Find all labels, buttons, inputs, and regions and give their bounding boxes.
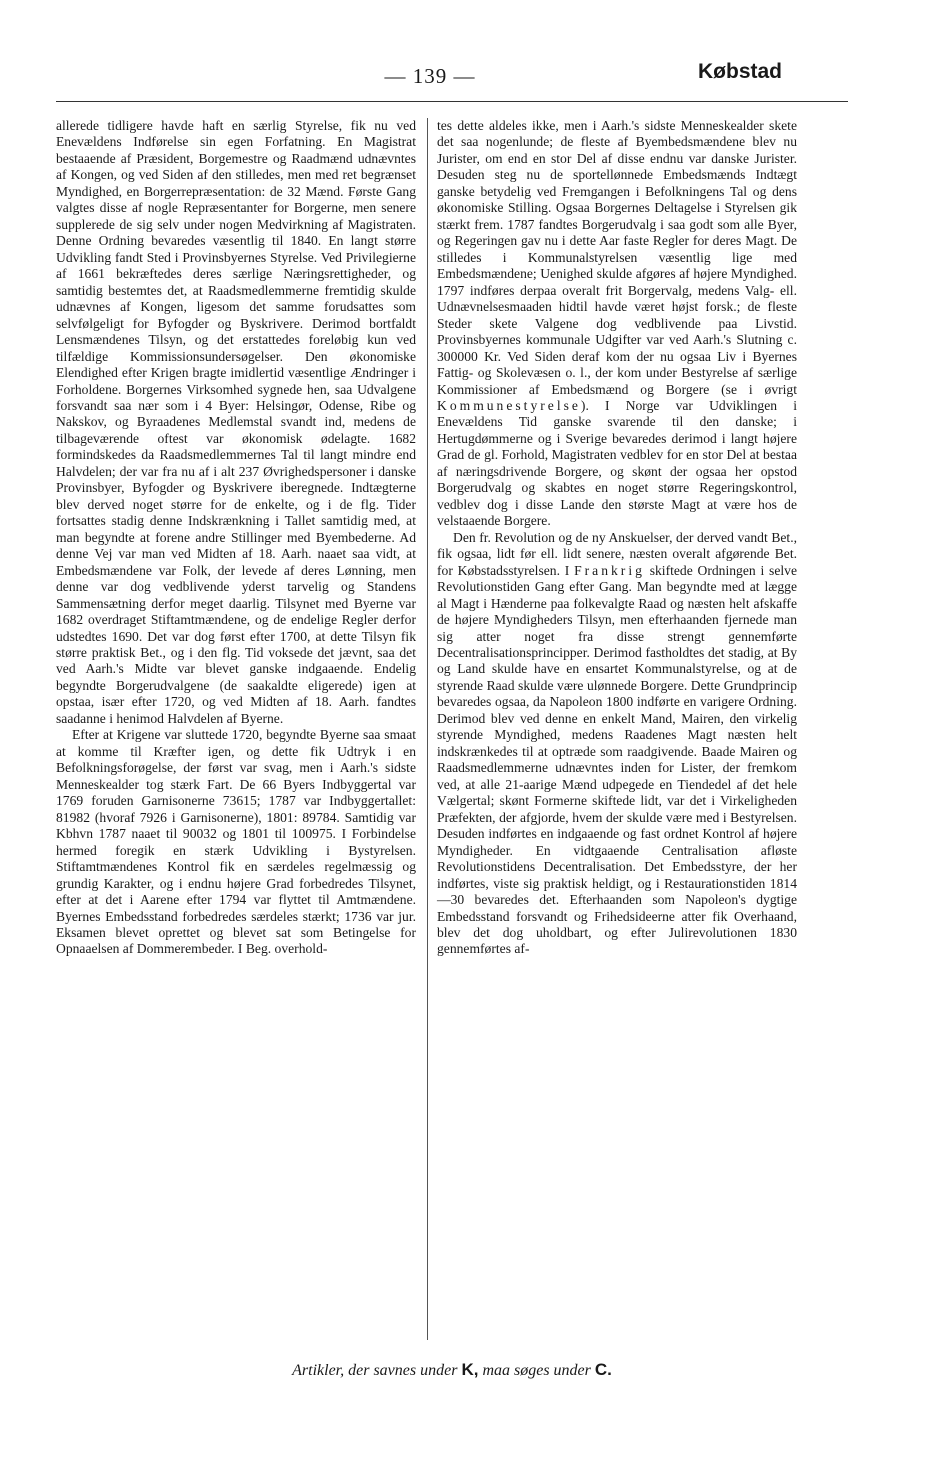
footer-text-b: maa søges under bbox=[482, 1362, 591, 1379]
left-column bbox=[56, 118, 416, 958]
right-column bbox=[437, 118, 797, 958]
footer-note bbox=[56, 1360, 848, 1380]
right-paragraph-2-text-a: Den fr. Revolution og de ny Anskuelser, der derved vandt Bet., fik ogsaa, lidt før ell. lidt senere, næsten overalt afgørende Bet. for Købstadsstyrelsen. I bbox=[437, 529, 797, 578]
page-number: — 139 — bbox=[384, 64, 476, 88]
emphasis-frankrig: Frankrig bbox=[574, 562, 645, 578]
right-paragraph-2-text-b: skiftede Ordningen i selve Revolutionstiden Gang efter Gang. Man begyndte med at lægge al Magt i Hænderne paa folkevalgte Raad og næsten helt afskaffe de højere Myndigheders Tilsyn, men efterhaanden fjernede man sig atter noget fra disse strengt gennemførte Decentralisationsprincipper. Derimod fastholdtes det stadig, at By og Land skulde have en ensartet Kommunalstyrelse, og at de styrende Raad skulde være ulønnede Borgere. Dette Grundprincip bevaredes ogsaa, da Napoleon 1800 indførte en varigere Ordning. Derimod blev ved denne en enkelt Mand, Mairen, den virkelig styrende Myndighed, medens Raadenes Magt næsten helt indskrænkedes til at optræde som raadgivende. Baade Mairen og Raadsmedlemmerne udnævntes inden for Lister, der fremkom ved, at alle 21-aarige Mænd udpegede en Tiendedel af det hele Vælgertal; skønt Formerne skiftede lidt, var det i Virkeligheden Præfekten, der afgjorde, hvem der skulde være med i Bestyrelsen. Desuden indførtes en indgaaende og fast ordnet Kontrol af højere Myndigheder. En vidtgaaende Centralisation afløste Revolutionstidens Decentralisation. Det Embedsstyre, der her indførtes, viste sig praktisk heldigt, og i Restaurationstiden 1814—30 bevaredes det. Efterhaanden som Napoleon's dygtige Embedsstand forsvandt og Frihedsideerne atter fik Overhaand, blev det dog uholdbart, og efter Julirevolutionen 1830 gennemførtes af- bbox=[437, 562, 797, 957]
cross-reference-kommunestyrelse: Kommunestyrelse bbox=[437, 397, 581, 413]
right-paragraph-1-text-b: ). I Norge var Udviklingen i Enevældens Tid ganske svarende til den danske; i Hertugdømmerne og i Sverige bevaredes derimod i langt højere Grad de gl. Forhold, Magistraten vedblev for en stor Del at bestaa af næringsdrivende Borgere, og skønt der ogsaa her opstod Borgerudvalg og skabtes en noget større Regeringskontrol, vedblev dog i disse Lande den største Magt at være hos de velstaaende Borgere. bbox=[437, 397, 797, 529]
right-paragraph-1-text-a: tes dette aldeles ikke, men i Aarh.'s sidste Menneskealder skete det saa nogenlunde; de fleste af Byembedsmændene blev nu Jurister, om end en stor Del af disse endnu var danske Jurister. Desuden steg nu de sportellønnede Embedsmænds Indtægt ganske betydelig ved Fremgangen i Befolkningens Tal og dens økonomiske Stilling. Ogsaa Borgernes Deltagelse i Styrelsen gik stærkt frem. 1787 fandtes Borgerudvalg i saa godt som alle Byer, og Regeringen gav nu i dette Aar faste Regler for deres Magt. De stilledes i Kommunalstyrelsen væsentlig lige med Embedsmændene; Uenighed skulde afgøres af højere Myndighed. 1797 indføres derpaa overalt frit Borgervalg, medens Valg- ell. Udnævnelsesmaaden hidtil havde været højst forsk.; de fleste Steder skete Valgene dog vedblivende paa Livstid. Provinsbyernes kommunale Udgifter var ved Aarh.'s Slutning c. 300000 Kr. Ved Siden deraf kom der nu ogsaa Liv i Byernes Fattig- og Skolevæsen o. l., der kom under Bestyrelse af særlige Kommissioner af Embedsmænd og Borgere (se i øvrigt bbox=[437, 118, 797, 397]
left-paragraph-2: Efter at Krigene var sluttede 1720, begyndte Byerne saa smaat at komme til Kræfter igen, og dette fik Udtryk i en Befolkningsforøgelse, der først var svag, men i Aarh.'s sidste Menneskealder tog stærk Fart. De 66 Byers Indbyggertal var 1769 foruden Garnisonerne 73615; 1787 var Indbyggertallet: 81982 (hvoraf 7926 i Garnisonerne), 1801: 89784. Samtidig var Kbhvn 1787 naaet til 90032 og 1801 til 100975. I Forbindelse hermed foregik en stærk Udvikling i Bystyrelsen. Stiftamtmændenes Kontrol fik en særdeles regelmæssig og grundig Karakter, og i endnu højere Grad forbedredes Tilsynet, efter at det i Aarene efter 1794 var flyttet til Amtmændene. Byernes Embedsstand forbedredes særdeles stærkt; 1736 var jur. Eksamen blevet oprettet og blevet sat som Betingelse for Opnaaelsen af Dommerembeder. I Beg. overhold- bbox=[56, 727, 416, 957]
right-paragraph-1 bbox=[437, 118, 797, 530]
right-paragraph-2 bbox=[437, 530, 797, 958]
footer-text-a: Artikler, der savnes under bbox=[292, 1362, 458, 1379]
footer-letter-c: C. bbox=[594, 1360, 612, 1379]
footer-letter-k: K, bbox=[461, 1360, 479, 1379]
column-divider bbox=[427, 118, 428, 1340]
running-head: Købstad bbox=[698, 60, 782, 83]
header-rule bbox=[56, 101, 848, 102]
left-paragraph-1: allerede tidligere havde haft en særlig Styrelse, fik nu ved Enevældens Indførelse sin egen Forfatning. En Magistrat bestaaende af Præsident, Borgemestre og Raadmænd udnævntes af Kongen, og ved Siden af den stilledes, men med ret begrænset Myndighed, en Borgerrepræsentation: de 32 Mænd. Første Gang valgtes disse af nogle Repræsentanter for Borgerne, men senere supplerede de sig selv under nogen Medvirkning af Magistraten. Denne Ordning bevaredes væsentlig til 1840. En langt større Udvikling fandt Sted i Provinsbyernes Styrelse. Ved Privilegierne af 1661 bekræftedes deres særlige Næringsrettigheder, og samtidig bestemtes det, at Raadsmedlemmerne fremtidig skulde udnævnes af Kongen, ligesom det samme forudsattes som selvfølgeligt for Byfogder og Byskrivere. Derimod bortfaldt Lensmændenes Tilsyn, og det erstattedes foreløbig kun ved tilfældige Kommissionsundersøgelser. Den økonomiske Elendighed efter Krigen bragte imidlertid væsentlige Ændringer i Forholdene. Borgernes Virksomhed sygnede hen, saa Udvalgene forsvandt saa nær som i 4 Byer: Helsingør, Odense, Ribe og Nakskov, og Byraadenes Medlemstal svandt ind, medens de tilbageværende oftest var økonomisk ødelagte. 1682 formindskedes da Raadsmedlemmernes Tal til langt mindre end Halvdelen; der var fra nu af i alt 237 Øvrighedspersoner i danske Provinsbyer, Byfogder og Byskrivere iberegnede. Indtægterne blev derved noget større for de enkelte, og i de flg. Tider fortsattes stadig denne Indskrænkning i Tallet samtidig med, at man begyndte at forene andre Stillinger med Byembederne. Ad denne Vej var man ved Midten af 18. Aarh. naaet saa vidt, at Embedsmændene var Folk, der levede af deres Lønning, men denne var dog vedblivende yderst tarvelig og Standens Sammensætning derfor meget daarlig. Tilsynet med Byerne var 1682 overdraget Stiftamtmændene, og de endelige Regler derfor udstedtes 1690. Det var dog først efter 1700, at dette Tilsyn fik større praktisk Bet., og i den flg. Tid voksede det jævnt, saa det ved Aarh.'s Midte var blevet ganske indgaaende. Endelig begyndte Borgerudvalgene (de saakaldte eligerede) igen at opstaa, især efter 1720, og ved Midten af 18. Aarh. fandtes saadanne i henimod Halvdelen af Byerne. bbox=[56, 118, 416, 726]
